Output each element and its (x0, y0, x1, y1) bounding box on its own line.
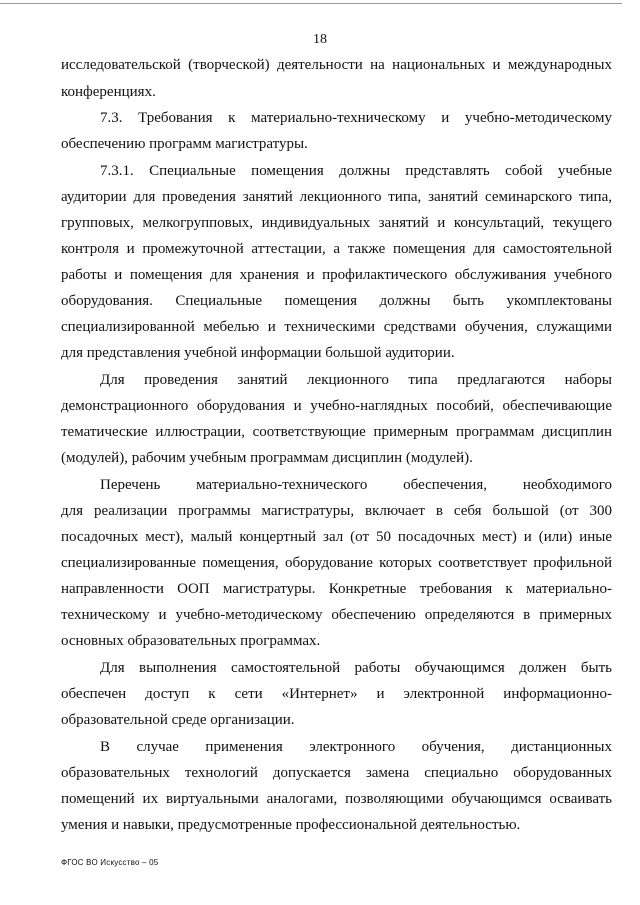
text-line: В случае применения электронного обучения, дистанционных (100, 739, 612, 755)
text-line: аудитории для проведения занятий лекционного типа, занятий семинарского типа, (61, 189, 612, 205)
text-line: направленности ООП магистратуры. Конкретные требования к материально- (61, 581, 612, 597)
text-line: исследовательской (творческой) деятельности на национальных и международных (61, 57, 612, 73)
page-number: 18 (313, 32, 327, 47)
text-line: техническому и учебно-методическому обеспечению определяются в примерных (61, 607, 612, 623)
text-line: Перечень материально-технического обеспечения, необходимого (100, 477, 612, 493)
text-line: основных образовательных программах. (61, 633, 321, 649)
text-line: оборудования. Специальные помещения должны быть укомплектованы (61, 293, 612, 309)
section-heading-line: обеспечению программ магистратуры. (61, 136, 308, 152)
text-line: для реализации программы магистратуры, включает в себя большой (от 300 (61, 503, 612, 519)
text-line: обеспечен доступ к сети «Интернет» и электронной информационно- (61, 686, 612, 702)
text-line: специализированные помещения, оборудование которых соответствует профильной (61, 555, 612, 571)
text-line: Для выполнения самостоятельной работы обучающимся должен быть (100, 660, 612, 676)
text-line: для представления учебной информации большой аудитории. (61, 345, 455, 361)
text-line: образовательных технологий допускается замена специально оборудованных (61, 765, 612, 781)
text-line: конференциях. (61, 84, 156, 100)
text-line: групповых, мелкогрупповых, индивидуальных занятий и консультаций, текущего (61, 215, 612, 231)
text-line: работы и помещения для хранения и профилактического обслуживания учебного (61, 267, 612, 283)
text-line: посадочных мест), малый концертный зал (от 50 посадочных мест) и (или) иные (61, 529, 612, 545)
text-line: тематические иллюстрации, соответствующие примерным программам дисциплин (61, 424, 612, 440)
text-line: специализированной мебелью и техническими средствами обучения, служащими (61, 319, 612, 335)
text-line: образовательной среде организации. (61, 712, 295, 728)
text-line: демонстрационного оборудования и учебно-наглядных пособий, обеспечивающие (61, 398, 612, 414)
text-line: умения и навыки, предусмотренные профессиональной деятельностью. (61, 817, 521, 833)
text-line: контроля и промежуточной аттестации, а также помещения для самостоятельной (61, 241, 612, 257)
section-heading-line: 7.3. Требования к материально-техническому и учебно-методическому (100, 110, 612, 126)
page-footer: ФГОС ВО Искусство – 05 (61, 858, 159, 867)
text-line: 7.3.1. Специальные помещения должны представлять собой учебные (100, 163, 612, 179)
text-line: помещений их виртуальными аналогами, позволяющими обучающимся осваивать (61, 791, 612, 807)
text-line: (модулей), рабочим учебным программам дисциплин (модулей). (61, 450, 473, 466)
page-top-rule (0, 3, 622, 4)
text-line: Для проведения занятий лекционного типа предлагаются наборы (100, 372, 612, 388)
